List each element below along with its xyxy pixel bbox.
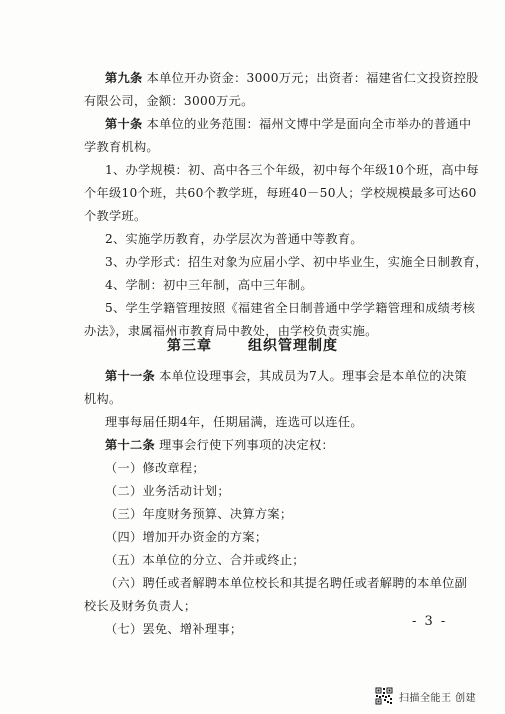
article-11-line-2: 机构。 [84,392,122,406]
article-11-line-1 [105,368,467,384]
chapter-number: 第三章 [167,338,212,354]
article-11-label: 第十一条 [105,369,155,383]
article-12-item-6-line-1: （六）聘任或者解聘本单位校长和其提名聘任或者解聘的本单位副 [105,576,468,590]
article-10-item-5-line-1: 5、学生学籍管理按照《福建省全日制普通中学学籍管理和成绩考核 [105,301,476,315]
chapter-title: 组织管理制度 [248,338,338,354]
page-number: - 3 - [412,614,448,629]
article-10-line-1 [105,116,471,132]
article-10-item-3: 3、办学形式：招生对象为应届小学、初中毕业生，实施全日制教育， [105,255,488,269]
article-12-item-7: （七）罢免、增补理事； [105,622,243,636]
chapter-heading [0,335,505,355]
article-11-text-1: 本单位设理事会，其成员为7人。理事会是本单位的决策 [159,369,467,383]
watermark-text: 扫描全能王 创建 [399,692,477,704]
article-11-line-3: 理事每届任期4年，任期届满，连选可以连任。 [105,415,363,429]
article-10-item-4: 4、学制：初中三年制，高中三年制。 [105,278,313,292]
article-10-item-1-line-2: 个年级10个班，共60个教学班，每班40－50人；学校规模最多可达60 [84,186,477,200]
article-10-item-1-line-1: 1、办学规模：初、高中各三个年级，初中每个年级10个班，高中每 [105,163,479,177]
article-12-item-3: （三）年度财务预算、决算方案； [105,507,293,521]
article-12-item-4: （四）增加开办资金的方案； [105,530,268,544]
article-10-item-1-line-3: 个教学班。 [84,209,147,223]
article-12-item-5: （五）本单位的分立、合并或终止； [105,553,305,567]
article-9-text-1: 本单位开办资金：3000万元；出资者：福建省仁文投资控股 [146,71,479,85]
article-12-item-6-line-2: 校长及财务负责人； [84,599,197,613]
article-12-text-1: 理事会行使下列事项的决定权： [159,438,334,452]
article-12-label: 第十二条 [105,438,155,452]
article-10-text-1: 本单位的业务范围：福州文博中学是面向全市举办的普通中 [146,117,472,131]
article-9-label: 第九条 [105,71,143,85]
article-10-line-2: 学教育机构。 [84,140,159,154]
article-12-item-2: （二）业务活动计划； [105,484,230,498]
article-10-item-5-line-2: 办法》，隶属福州市教育局中教处，由学校负责实施。 [84,324,378,338]
article-10-label: 第十条 [105,117,143,131]
article-12-line-1 [105,437,334,453]
article-10-item-2: 2、实施学历教育，办学层次为普通中等教育。 [105,232,363,246]
scanner-watermark [375,687,476,705]
qr-code-icon [375,687,393,705]
article-9-line-1 [105,70,479,86]
article-9-line-2: 有限公司，金额：3000万元。 [84,94,254,108]
article-12-item-1: （一）修改章程； [105,461,205,475]
